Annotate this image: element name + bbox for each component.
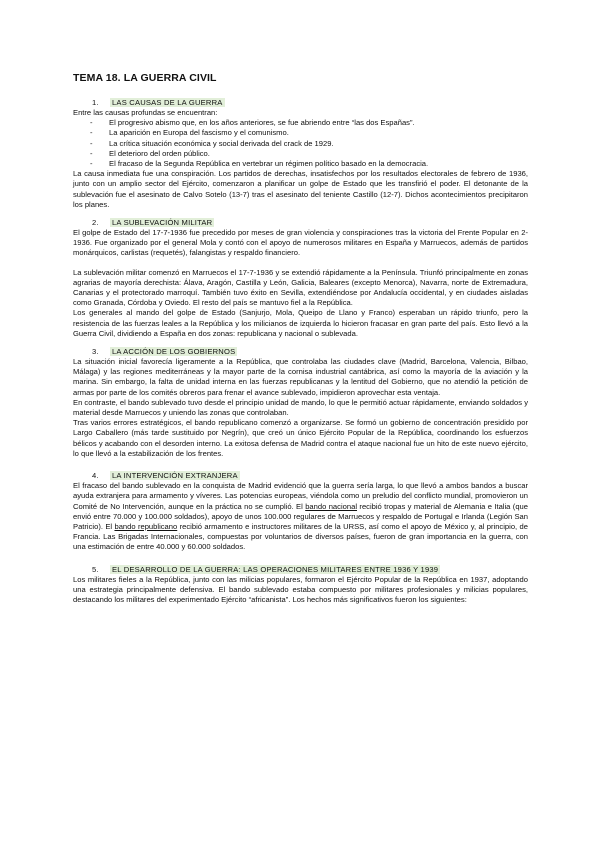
section-title: LAS CAUSAS DE LA GUERRA: [112, 98, 223, 107]
list-item: - La aparición en Europa del fascismo y el comunismo.: [73, 128, 528, 138]
list-item: - La crítica situación económica y social derivada del crack de 1929.: [73, 139, 528, 149]
section-heading-intervencion: [92, 471, 528, 480]
section-number: 1.: [92, 98, 99, 107]
section-heading-gobiernos: [92, 347, 528, 356]
section-number: 5.: [92, 564, 99, 574]
text-run: El fracaso del bando sublevado en la conquista de Madrid evidenció que la guerra sería larga, lo que llevó a ambos bandos a buscar ayuda extranjera para armamento y víveres. Las potencias europeas, viéndola como un preludio del conflicto mundial, promovieron un Comité de No Intervención, aunque en la práctica no se cumplió. El: [73, 481, 528, 511]
paragraph: Los militares fieles a la República, junto con las milicias populares, formaron el Ejército Popular de la República en 1937, adoptando una estrategia principalmente defensiva. El bando sublevado estaba compuesto por militares profesionales y milicias populares, destacando los militares del experimentado Ejército “africanista”. Los hechos más significativos fueron los siguientes:: [73, 574, 528, 604]
document-page: [73, 72, 528, 605]
text-run: recibió tropas y material de Alemania e Italia (que envió entre 70.000 y 100.000 soldados), apoyo de unos 100.000 regulares de Marruecos y respaldo de Portugal e Irlanda (Legión San Patricio). El: [73, 501, 528, 531]
paragraph: [73, 481, 528, 552]
section-heading-sublevacion: [92, 218, 528, 227]
paragraph: La causa inmediata fue una conspiración. Los partidos de derechas, insatisfechos por los resultados electorales de febrero de 1936, junto con un amplio sector del Ejército, comenzaron a planificar un golpe de Estado que les transfirió el poder. El detonante de la sublevación fue el asesinato de Calvo Sotelo (13-7) tras el asesinato del teniente Castillo (12-7). Dichos acontecimientos precipitaron los planes.: [73, 169, 528, 209]
document-title: TEMA 18. LA GUERRA CIVIL: [73, 72, 217, 84]
section-number: 2.: [92, 218, 99, 228]
paragraph: El golpe de Estado del 17-7-1936 fue precedido por meses de gran violencia y conspiraciones tras la victoria del Frente Popular en 2-1936. Fue organizado por el general Mola y contó con el apoyo de numerosos militares en España y Marruecos, además de partidos monárquicos, carlistas (requetés), falangistas y respaldo financiero.: [73, 228, 528, 258]
paragraph: En contraste, el bando sublevado tuvo desde el principio unidad de mando, lo que le permitió actuar rápidamente, enviando soldados y material desde Marruecos y uniendo las zonas que controlaban.: [73, 397, 528, 418]
paragraph: Los generales al mando del golpe de Estado (Sanjurjo, Mola, Queipo de Llano y Franco) esperaban un rápido triunfo, pero la resistencia de las fuerzas leales a la República y los milicianos de izquierda lo hicieron fracasar en gran parte del país. Esto llevó a la Guerra Civil, dividiendo a España en dos zonas: republicana y nacional o sublevada.: [73, 308, 528, 338]
causes-list: [73, 118, 528, 169]
section-heading-desarrollo: [92, 565, 528, 574]
text-run: recibió armamento e instructores militares de la URSS, así como el apoyo de México y, al principio, de Francia. Las Brigadas Internacionales, compuestas por voluntarios de diversos países, fueron de gran importancia en la guerra, con una estimación de entre 40.000 y 60.000 soldados.: [73, 521, 528, 552]
causes-intro: Entre las causas profundas se encuentran:: [73, 108, 218, 117]
list-item: - El progresivo abismo que, en los años anteriores, se fue abriendo entre “las dos Españas”.: [73, 118, 528, 128]
section-title: LA INTERVENCIÓN EXTRANJERA: [112, 471, 238, 481]
paragraph: La situación inicial favorecía ligeramente a la República, que controlaba las ciudades clave (Madrid, Barcelona, Valencia, Bilbao, Málaga) y las regiones mediterráneas y la mayor parte de la cornisa industrial cantábrica, así como la mayoría de la aviación y la marina. Sin embargo, la falta de unidad interna en las fuerzas republicanas y la lentitud del Gobierno, que no atendió la petición de armas por parte de los comités obreros para frenar el avance sublevado, impidieron aprovechar esta ventaja.: [73, 357, 528, 397]
section-number: 4.: [92, 471, 99, 481]
list-item: - El deterioro del orden público.: [73, 149, 528, 159]
section-heading-causas: [92, 98, 528, 107]
paragraph: La sublevación militar comenzó en Marruecos el 17-7-1936 y se extendió rápidamente a la Península. Triunfó principalmente en zonas agrarias de mayoría derechista: Álava, Aragón, Castilla y León, Galicia, Baleares (excepto Menorca), Navarra, norte de Extremadura, Canarias y el protectorado marroquí. También tuvo éxito en Sevilla, extendiéndose por Andalucía occidental, y en ciudades aisladas como Granada, Córdoba y Oviedo. El resto del país se mantuvo fiel a la República.: [73, 267, 528, 308]
term-bando-nacional: bando nacional: [305, 501, 358, 511]
section-title: LA SUBLEVACIÓN MILITAR: [112, 218, 213, 228]
list-item: - El fracaso de la Segunda República en vertebrar un régimen político basado en la democracia.: [73, 159, 528, 169]
section-title: LA ACCIÓN DE LOS GOBIERNOS: [112, 347, 236, 357]
term-bando-republicano: bando republicano: [114, 521, 178, 531]
section-title: EL DESARROLLO DE LA GUERRA: LAS OPERACIONES MILITARES ENTRE 1936 Y 1939: [112, 564, 439, 574]
paragraph: Tras varios errores estratégicos, el bando republicano comenzó a organizarse. Se formó un gobierno de concentración presidido por Largo Caballero (más tarde sustituido por Negrín), que creó un único Ejército Popular de la República, coordinando los esfuerzos bélicos y acabando con el desorden interno. La exitosa defensa de Madrid contra el ataque nacional fue un hito de este nuevo ejército, lo que llevó a la estabilización de los frentes.: [73, 418, 528, 458]
section-number: 3.: [92, 347, 99, 357]
